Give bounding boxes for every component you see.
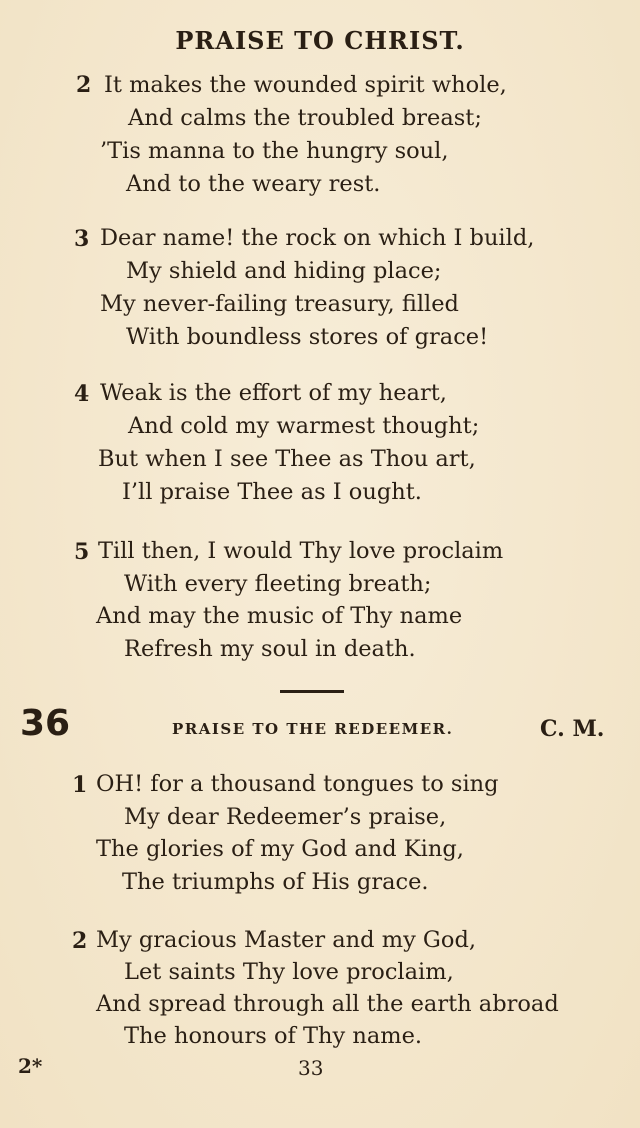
stanza-line: And calms the troubled breast; bbox=[128, 105, 482, 131]
stanza-line: Dear name! the rock on which I build, bbox=[100, 225, 535, 251]
stanza-line: And cold my warmest thought; bbox=[128, 413, 480, 439]
stanza-line: Refresh my soul in death. bbox=[124, 636, 416, 662]
stanza-line: The honours of Thy name. bbox=[124, 1023, 423, 1049]
stanza-line: And to the weary rest. bbox=[126, 171, 381, 197]
hymn-meter: C. M. bbox=[540, 716, 605, 742]
stanza-line: Weak is the effort of my heart, bbox=[100, 380, 447, 406]
hymn-number: 36 bbox=[20, 703, 71, 744]
stanza-line: It makes the wounded spirit whole, bbox=[104, 72, 507, 98]
stanza-line: With boundless stores of grace! bbox=[126, 324, 489, 350]
stanza-line: OH! for a thousand tongues to sing bbox=[96, 771, 499, 797]
stanza-number: 3 bbox=[74, 226, 90, 252]
stanza-line: Let saints Thy love proclaim, bbox=[124, 959, 454, 985]
stanza-line: And may the music of Thy name bbox=[96, 603, 463, 629]
stanza-number: 4 bbox=[74, 381, 90, 407]
stanza-line: ’Tis manna to the hungry soul, bbox=[100, 138, 449, 164]
stanza-line: I’ll praise Thee as I ought. bbox=[122, 479, 422, 505]
stanza-line: The glories of my God and King, bbox=[96, 836, 464, 862]
stanza-number: 5 bbox=[74, 539, 90, 565]
running-head: PRAISE TO CHRIST. bbox=[175, 26, 465, 55]
section-divider bbox=[280, 690, 344, 693]
stanza-line: Till then, I would Thy love proclaim bbox=[98, 538, 504, 564]
stanza-line: My dear Redeemer’s praise, bbox=[124, 804, 447, 830]
stanza-line: My never-failing treasury, filled bbox=[100, 291, 459, 317]
stanza-line: But when I see Thee as Thou art, bbox=[98, 446, 476, 472]
page-number: 33 bbox=[298, 1056, 324, 1080]
stanza-line: My shield and hiding place; bbox=[126, 258, 442, 284]
stanza-line: My gracious Master and my God, bbox=[96, 927, 477, 953]
stanza-number: 2 bbox=[72, 928, 88, 954]
stanza-number: 2 bbox=[76, 72, 92, 98]
stanza-line: The triumphs of His grace. bbox=[122, 869, 429, 895]
hymn-title: PRAISE TO THE REDEEMER. bbox=[172, 720, 454, 738]
stanza-number: 1 bbox=[72, 772, 88, 798]
stanza-line: With every fleeting breath; bbox=[124, 571, 432, 597]
signature-mark: 2* bbox=[18, 1054, 43, 1078]
stanza-line: And spread through all the earth abroad bbox=[96, 991, 559, 1017]
